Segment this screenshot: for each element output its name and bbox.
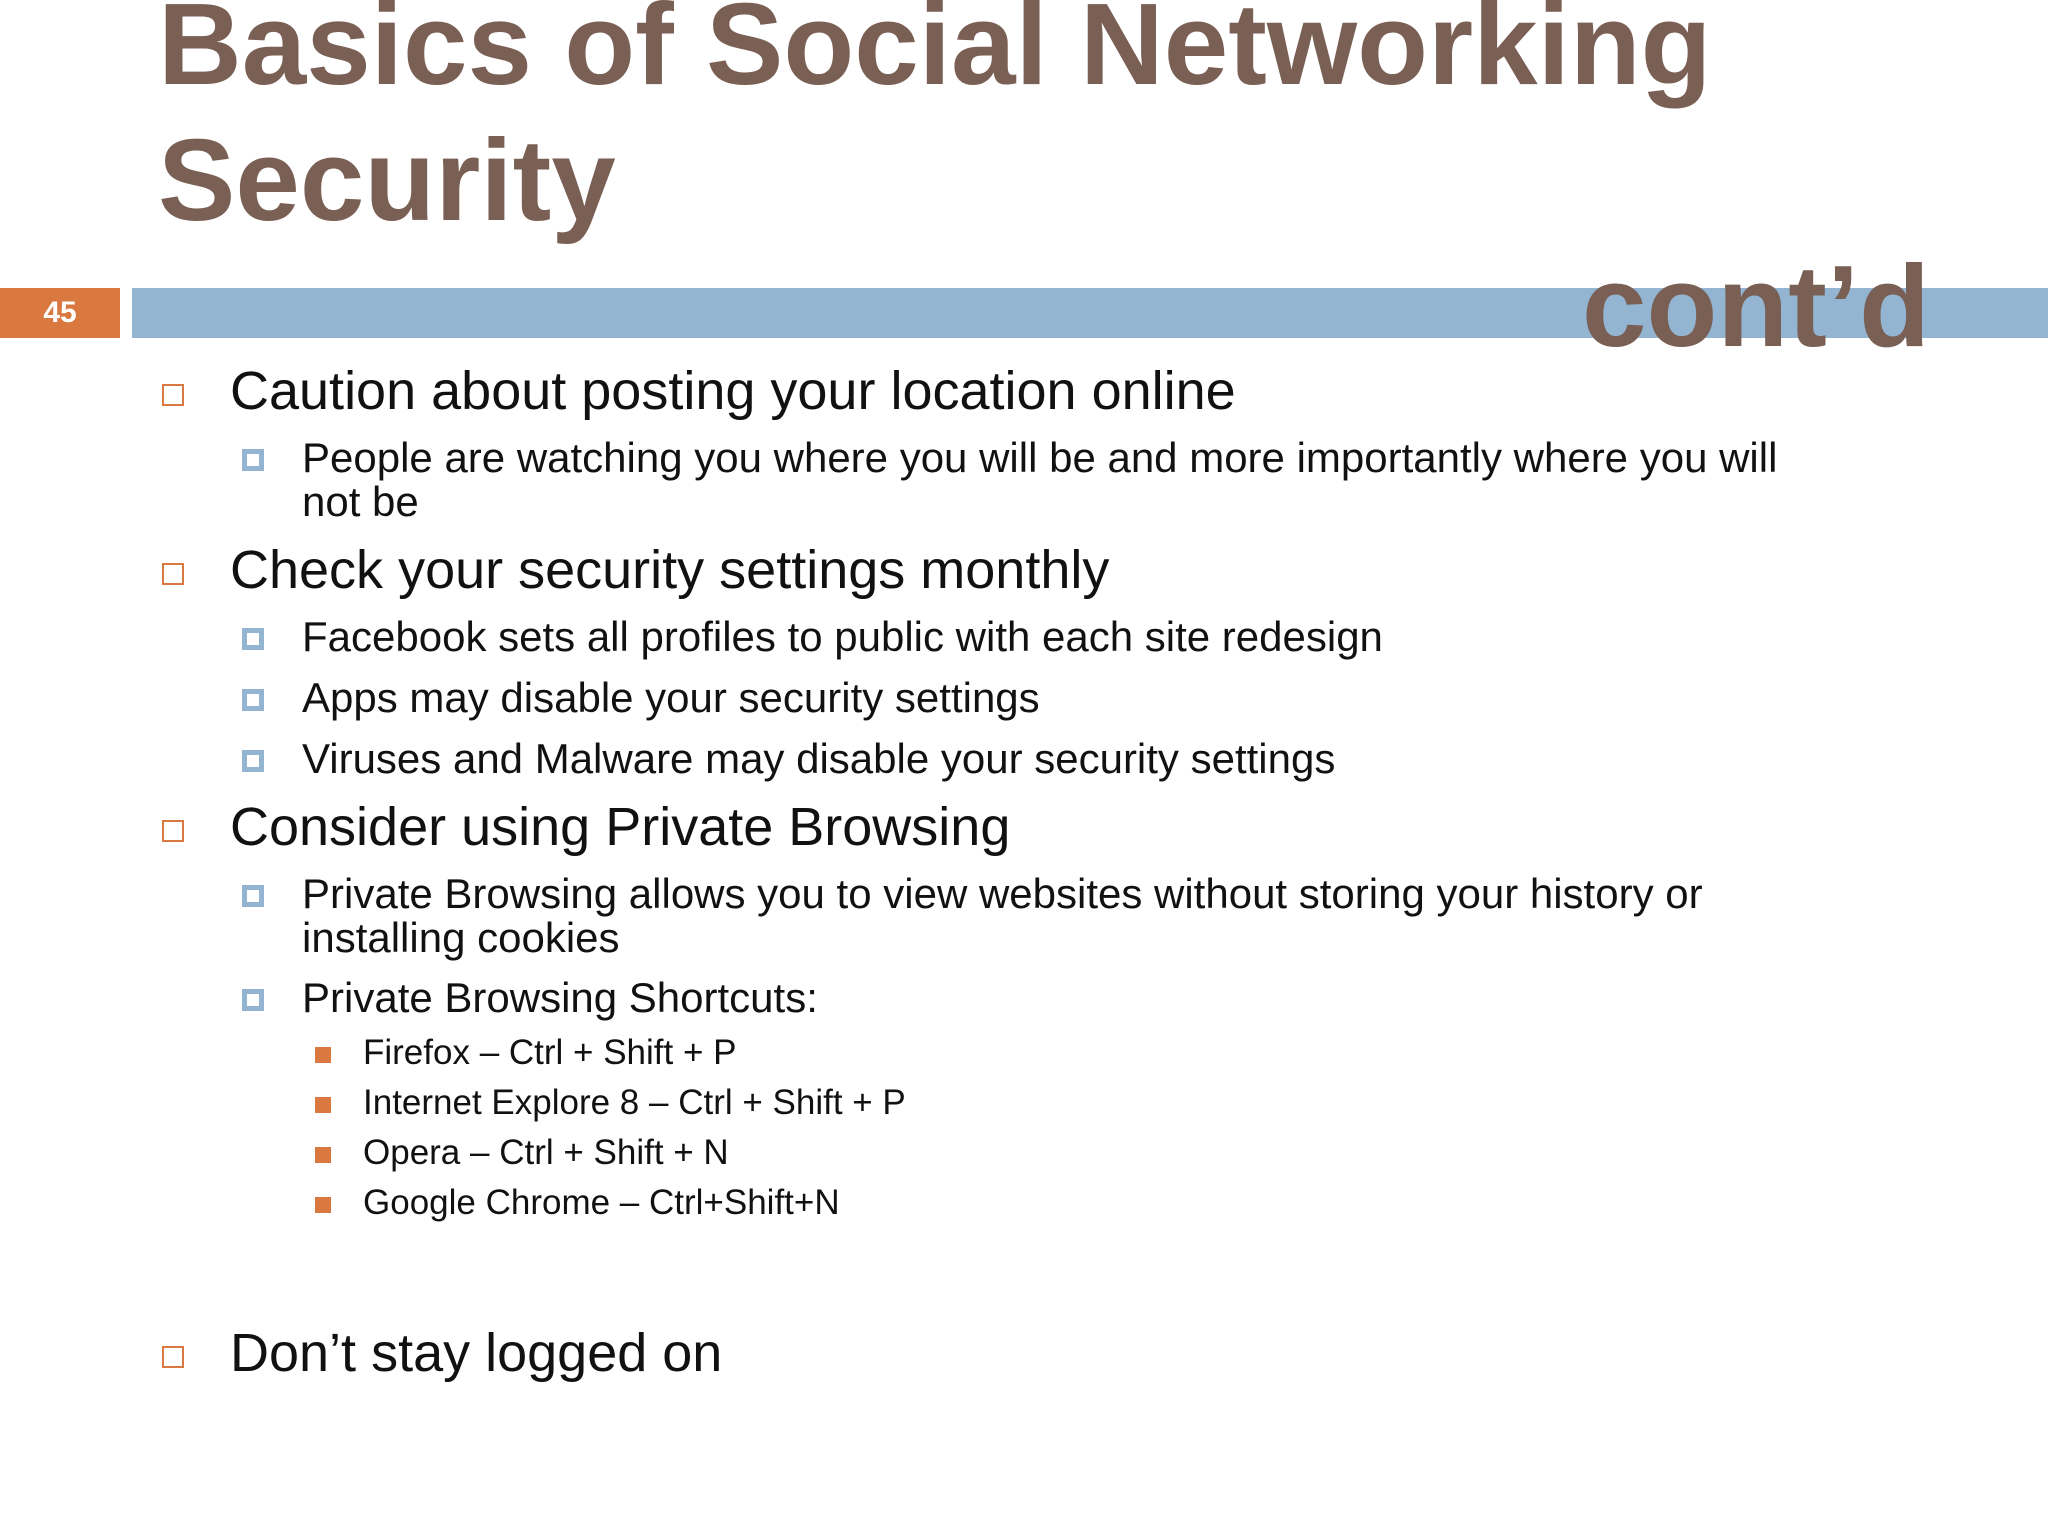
sub-list-item — [302, 436, 1777, 524]
slide-title-line-1: Basics of Social Networking — [158, 0, 1712, 109]
sub-bullet-text: Facebook sets all profiles to public with each site redesign — [302, 613, 1383, 660]
list-item — [230, 539, 1109, 601]
square-bullet-icon — [242, 885, 264, 907]
sub-list-item — [302, 872, 1703, 960]
bullet-text: Check your security settings monthly — [230, 540, 1110, 600]
page-number: 45 — [43, 296, 77, 329]
shortcut-item-google-chrome — [363, 1183, 840, 1223]
square-bullet-icon — [242, 628, 264, 650]
hollow-square-bullet-icon — [162, 1346, 184, 1368]
list-item — [230, 796, 1010, 858]
sub-list-item — [302, 615, 1383, 659]
sub-list-item — [302, 976, 818, 1020]
hollow-square-bullet-icon — [162, 563, 184, 585]
sub-bullet-text-line-2: not be — [302, 478, 419, 525]
sub-list-item — [302, 676, 1040, 720]
shortcut-item-firefox — [363, 1033, 736, 1073]
filled-square-bullet-icon — [315, 1197, 331, 1213]
slide-title-line-2: Security — [158, 115, 616, 245]
square-bullet-icon — [242, 449, 264, 471]
shortcut-item-internet-explorer — [363, 1083, 906, 1123]
title-continued-label: cont’d — [1582, 241, 1930, 371]
shortcut-item-opera — [363, 1133, 729, 1173]
bullet-text: Don’t stay logged on — [230, 1323, 723, 1383]
square-bullet-icon — [242, 750, 264, 772]
hollow-square-bullet-icon — [162, 820, 184, 842]
slide-title — [158, 0, 1712, 248]
shortcut-text: Internet Explore 8 – Ctrl + Shift + P — [363, 1083, 906, 1122]
sub-bullet-text-line-1: People are watching you where you will be and more importantly where you will — [302, 434, 1778, 481]
filled-square-bullet-icon — [315, 1097, 331, 1113]
page-number-box — [0, 288, 120, 338]
square-bullet-icon — [242, 989, 264, 1011]
hollow-square-bullet-icon — [162, 384, 184, 406]
list-item — [230, 360, 1236, 422]
shortcut-text: Google Chrome – Ctrl+Shift+N — [363, 1183, 840, 1222]
square-bullet-icon — [242, 689, 264, 711]
sub-bullet-text: Apps may disable your security settings — [302, 674, 1040, 721]
bullet-text: Consider using Private Browsing — [230, 797, 1011, 857]
sub-bullet-text-line-1: Private Browsing allows you to view websites without storing your history or — [302, 870, 1703, 917]
sub-bullet-text-line-2: installing cookies — [302, 914, 620, 961]
filled-square-bullet-icon — [315, 1147, 331, 1163]
list-item — [230, 1322, 722, 1384]
sub-bullet-text: Viruses and Malware may disable your security settings — [302, 735, 1336, 782]
sub-list-item — [302, 737, 1335, 781]
sub-bullet-text: Private Browsing Shortcuts: — [302, 974, 818, 1021]
shortcut-text: Opera – Ctrl + Shift + N — [363, 1133, 729, 1172]
bullet-text: Caution about posting your location online — [230, 361, 1236, 421]
filled-square-bullet-icon — [315, 1047, 331, 1063]
shortcut-text: Firefox – Ctrl + Shift + P — [363, 1033, 737, 1072]
